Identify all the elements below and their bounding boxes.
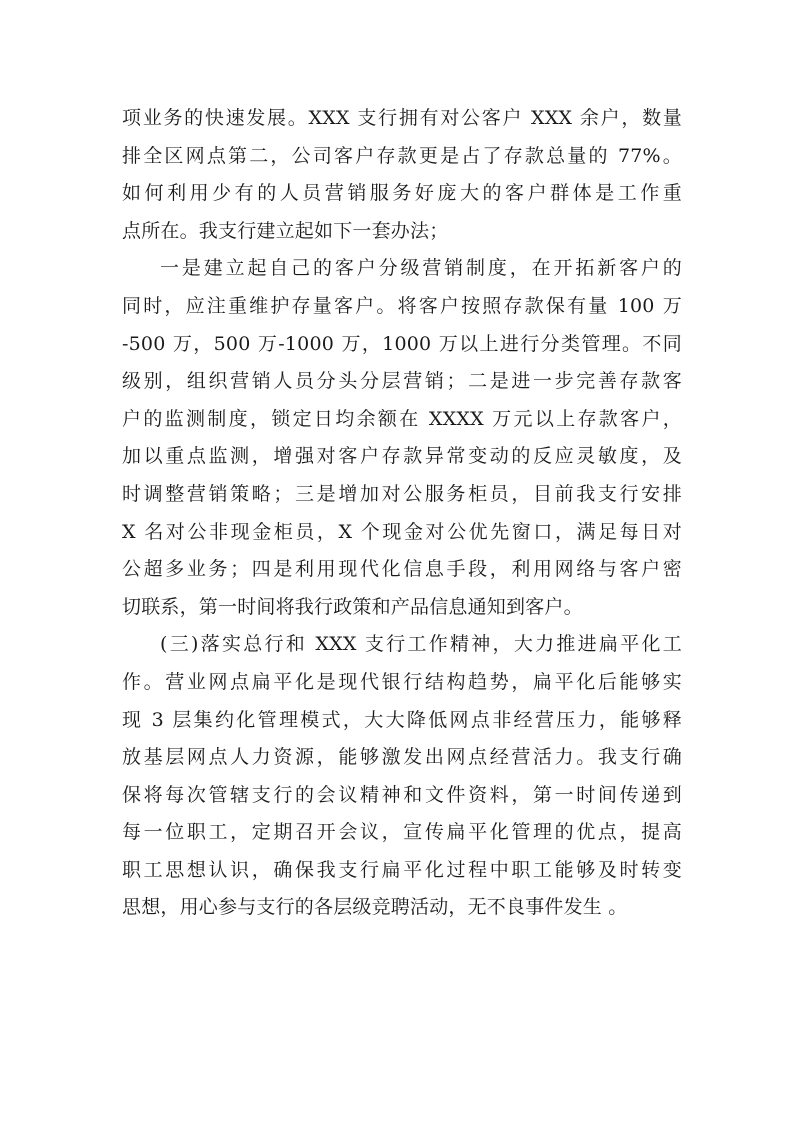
paragraph-2-line-7: 时调整营销策略；三是增加对公服务柜员，目前我支行安排: [122, 482, 682, 505]
paragraph-3-line-2: 作。营业网点扁平化是现代银行结构趋势，扁平化后能够实: [122, 670, 682, 693]
paragraph-2-line-5: 户的监测制度，锁定日均余额在 XXXX 万元以上存款客户，: [122, 407, 682, 430]
paragraph-3-line-5: 保将每次管辖支行的会议精神和文件资料，第一时间传递到: [122, 783, 682, 806]
paragraph-3-line-1: (三)落实总行和 XXX 支行工作精神，大力推进扁平化工: [160, 633, 682, 656]
paragraph-2-line-9: 公超多业务；四是利用现代化信息手段，利用网络与客户密: [122, 558, 682, 581]
paragraph-2-line-6: 加以重点监测，增强对客户存款异常变动的反应灵敏度，及: [122, 445, 682, 468]
paragraph-3-line-7: 职工思想认识，确保我支行扁平化过程中职工能够及时转变: [122, 858, 682, 881]
paragraph-3-line-3: 现 3 层集约化管理模式，大大降低网点非经营压力，能够释: [122, 708, 682, 731]
paragraph-1-line-2: 排全区网点第二，公司客户存款更是占了存款总量的 77%。: [122, 144, 682, 167]
paragraph-2-line-3: -500 万，500 万-1000 万，1000 万以上进行分类管理。不同: [122, 332, 682, 355]
paragraph-2-line-1: 一是建立起自己的客户分级营销制度，在开拓新客户的: [160, 257, 682, 280]
paragraph-3-line-8: 思想，用心参与支行的各层级竞聘活动，无不良事件发生 。: [122, 896, 628, 919]
paragraph-1-line-4: 点所在。我支行建立起如下一套办法；: [122, 219, 449, 242]
paragraph-2-line-2: 同时，应注重维护存量客户。将客户按照存款保有量 100 万: [122, 294, 682, 317]
paragraph-1-line-1: 项业务的快速发展。XXX 支行拥有对公客户 XXX 余户，数量: [122, 107, 682, 129]
paragraph-1-line-3: 如何利用少有的人员营销服务好庞大的客户群体是工作重: [122, 182, 682, 205]
paragraph-2-line-8: X 名对公非现金柜员，X 个现金对公优先窗口，满足每日对: [122, 520, 682, 543]
paragraph-3-line-4: 放基层网点人力资源，能够激发出网点经营活力。我支行确: [122, 746, 682, 769]
paragraph-3-line-6: 每一位职工，定期召开会议，宣传扁平化管理的优点，提高: [122, 821, 682, 844]
document-body: [122, 100, 682, 927]
paragraph-2-line-4: 级别，组织营销人员分头分层营销；二是进一步完善存款客: [122, 370, 682, 393]
paragraph-2-line-10: 切联系，第一时间将我行政策和产品信息通知到客户。: [122, 595, 583, 618]
